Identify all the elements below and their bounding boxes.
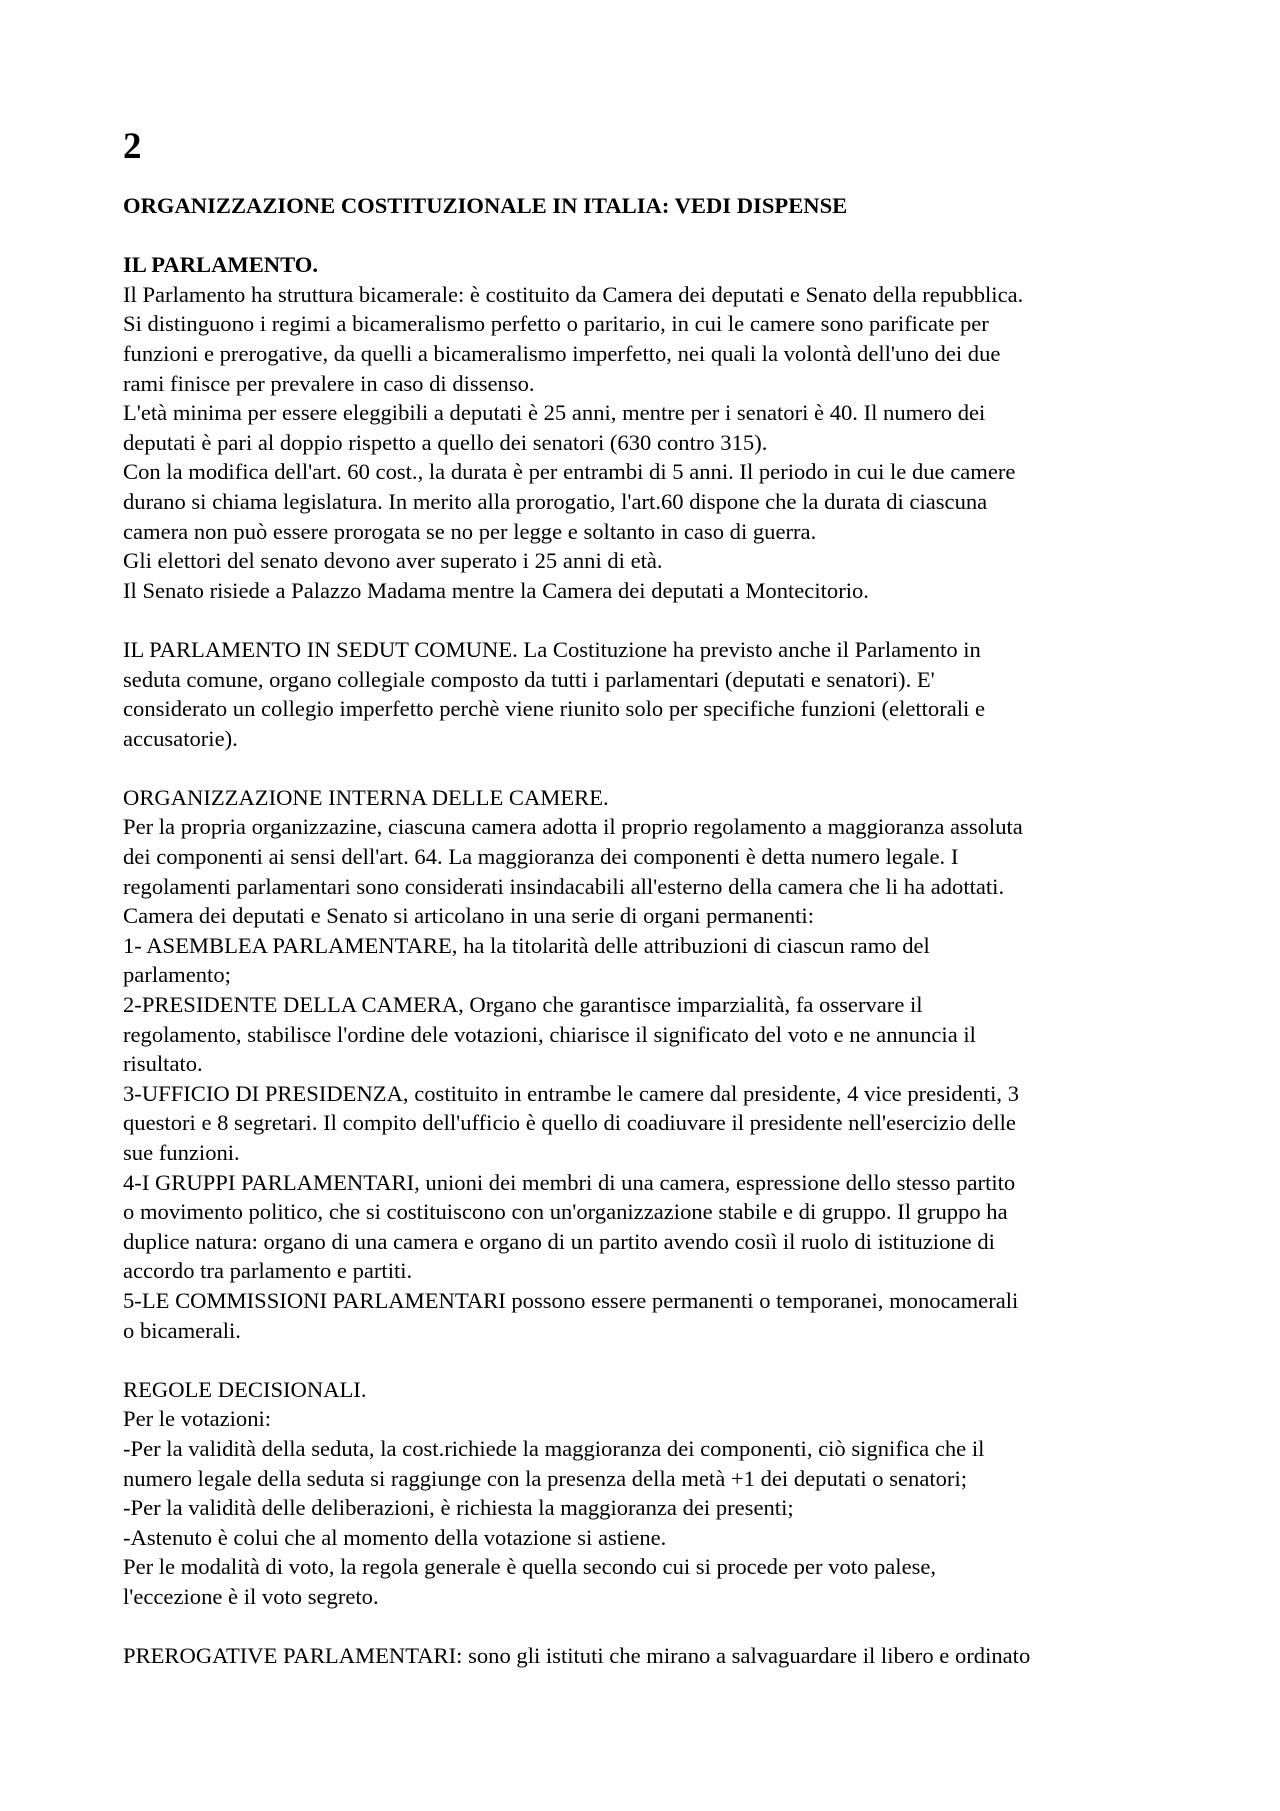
paragraph-line: 3-UFFICIO DI PRESIDENZA, costituito in entrambe le camere dal presidente, 4 vice presidenti, 3 — [123, 1080, 1020, 1106]
page-number: 2 — [123, 126, 142, 167]
paragraph-line: Camera dei deputati e Senato si articolano in una serie di organi permanenti: — [123, 903, 814, 929]
paragraph-line: ORGANIZZAZIONE INTERNA DELLE CAMERE. — [123, 784, 609, 810]
paragraph-line: REGOLE DECISIONALI. — [123, 1376, 367, 1402]
spacer — [123, 1612, 1173, 1642]
paragraph-line: durano si chiama legislatura. In merito alla prorogatio, l'art.60 dispone che la durata di ciascuna — [123, 488, 988, 514]
paragraph-line: L'età minima per essere eleggibili a deputati è 25 anni, mentre per i senatori è 40. Il numero dei — [123, 400, 986, 426]
paragraph-line: risultato. — [123, 1051, 203, 1077]
paragraph-line: 4-I GRUPPI PARLAMENTARI, unioni dei membri di una camera, espressione dello stesso partito — [123, 1169, 1016, 1195]
paragraph-line: sue funzioni. — [123, 1140, 240, 1165]
paragraph-line: -Per la validità delle deliberazioni, è richiesta la maggioranza dei presenti; — [123, 1495, 794, 1521]
paragraph-line: Con la modifica dell'art. 60 cost., la durata è per entrambi di 5 anni. Il periodo in cui le due camere — [123, 459, 1016, 485]
paragraph-line: l'eccezione è il voto segreto. — [123, 1583, 379, 1609]
paragraph-line: regolamenti parlamentari sono considerati insindacabili all'esterno della camera che li ha adottati. — [123, 873, 1005, 899]
section-seduta-comune — [123, 635, 1173, 753]
paragraph-line: o movimento politico, che si costituiscono con un'organizzazione stabile e di gruppo. Il gruppo ha — [123, 1199, 1008, 1225]
paragraph-line: duplice natura: organo di una camera e organo di un partito avendo cosiì il ruolo di istituzione di — [123, 1228, 995, 1254]
section-organizzazione-interna — [123, 783, 1173, 1345]
paragraph-line: seduta comune, organo collegiale composto da tutti i parlamentari (deputati e senatori). E' — [123, 666, 935, 692]
paragraph-line: IL PARLAMENTO IN SEDUT COMUNE. La Costituzione ha previsto anche il Parlamento in — [123, 636, 981, 662]
paragraph-line: -Astenuto è colui che al momento della votazione si astiene. — [123, 1524, 667, 1550]
paragraph-line: PREROGATIVE PARLAMENTARI: sono gli istituti che mirano a salvaguardare il libero e ordinato — [123, 1643, 1031, 1669]
paragraph-line: funzioni e prerogative, da quelli a bicameralismo imperfetto, nei quali la volontà dell'uno dei due — [123, 340, 1001, 366]
paragraph-line: Per la propria organizzazine, ciascuna camera adotta il proprio regolamento a maggioranza assoluta — [123, 814, 1023, 840]
paragraph-line: considerato un collegio imperfetto perchè viene riunito solo per specifiche funzioni (elettorali e — [123, 696, 986, 722]
paragraph-line: Il Parlamento ha struttura bicamerale: è costituito da Camera dei deputati e Senato della repubblica. — [123, 281, 1024, 307]
paragraph-line: rami finisce per prevalere in caso di dissenso. — [123, 370, 535, 396]
section-prerogative — [123, 1641, 1173, 1671]
spacer — [123, 1345, 1173, 1375]
paragraph-line: 1- ASEMBLEA PARLAMENTARE, ha la titolarità delle attribuzioni di ciascun ramo del — [123, 932, 930, 958]
paragraph-line: accusatorie). — [123, 725, 238, 751]
paragraph-line: questori e 8 segretari. Il compito dell'ufficio è quello di coadiuvare il presidente nell'esercizio delle — [123, 1110, 1016, 1136]
paragraph-line: dei componenti ai sensi dell'art. 64. La maggioranza dei componenti è detta numero legale. I — [123, 844, 959, 870]
paragraph-line: accordo tra parlamento e partiti. — [123, 1258, 413, 1284]
paragraph-line: 5-LE COMMISSIONI PARLAMENTARI possono essere permanenti o temporanei, monocamerali — [123, 1287, 1019, 1313]
document-heading: ORGANIZZAZIONE COSTITUZIONALE IN ITALIA: VEDI DISPENSE — [123, 193, 848, 218]
document-page — [123, 123, 1173, 1671]
paragraph-line: o bicamerali. — [123, 1317, 241, 1343]
paragraph-line: parlamento; — [123, 962, 231, 988]
section-regole-decisionali — [123, 1375, 1173, 1612]
paragraph-line: camera non può essere prorogata se no per legge e soltanto in caso di guerra. — [123, 518, 817, 544]
paragraph-line: Per le votazioni: — [123, 1406, 272, 1432]
spacer — [123, 221, 1173, 251]
paragraph-line: regolamento, stabilisce l'ordine dele votazioni, chiarisce il significato del voto e ne annuncia il — [123, 1021, 976, 1047]
paragraph-line: Per le modalità di voto, la regola generale è quella secondo cui si procede per voto palese, — [123, 1554, 937, 1580]
paragraph-line: 2-PRESIDENTE DELLA CAMERA, Organo che garantisce imparzialità, fa osservare il — [123, 992, 923, 1018]
section-title: IL PARLAMENTO. — [123, 252, 319, 278]
paragraph-line: Gli elettori del senato devono aver superato i 25 anni di età. — [123, 548, 663, 574]
paragraph-line: deputati è pari al doppio rispetto a quello dei senatori (630 contro 315). — [123, 429, 768, 455]
paragraph-line: numero legale della seduta si raggiunge con la presenza della metà +1 dei deputati o senatori; — [123, 1465, 968, 1491]
paragraph-line: Si distinguono i regimi a bicameralismo perfetto o paritario, in cui le camere sono parificate per — [123, 311, 989, 337]
paragraph-line: -Per la validità della seduta, la cost.richiede la maggioranza dei componenti, ciò significa che il — [123, 1435, 985, 1461]
paragraph-line: Il Senato risiede a Palazzo Madama mentre la Camera dei deputati a Montecitorio. — [123, 577, 869, 603]
spacer — [123, 605, 1173, 635]
section-parlamento — [123, 250, 1173, 605]
spacer — [123, 753, 1173, 783]
